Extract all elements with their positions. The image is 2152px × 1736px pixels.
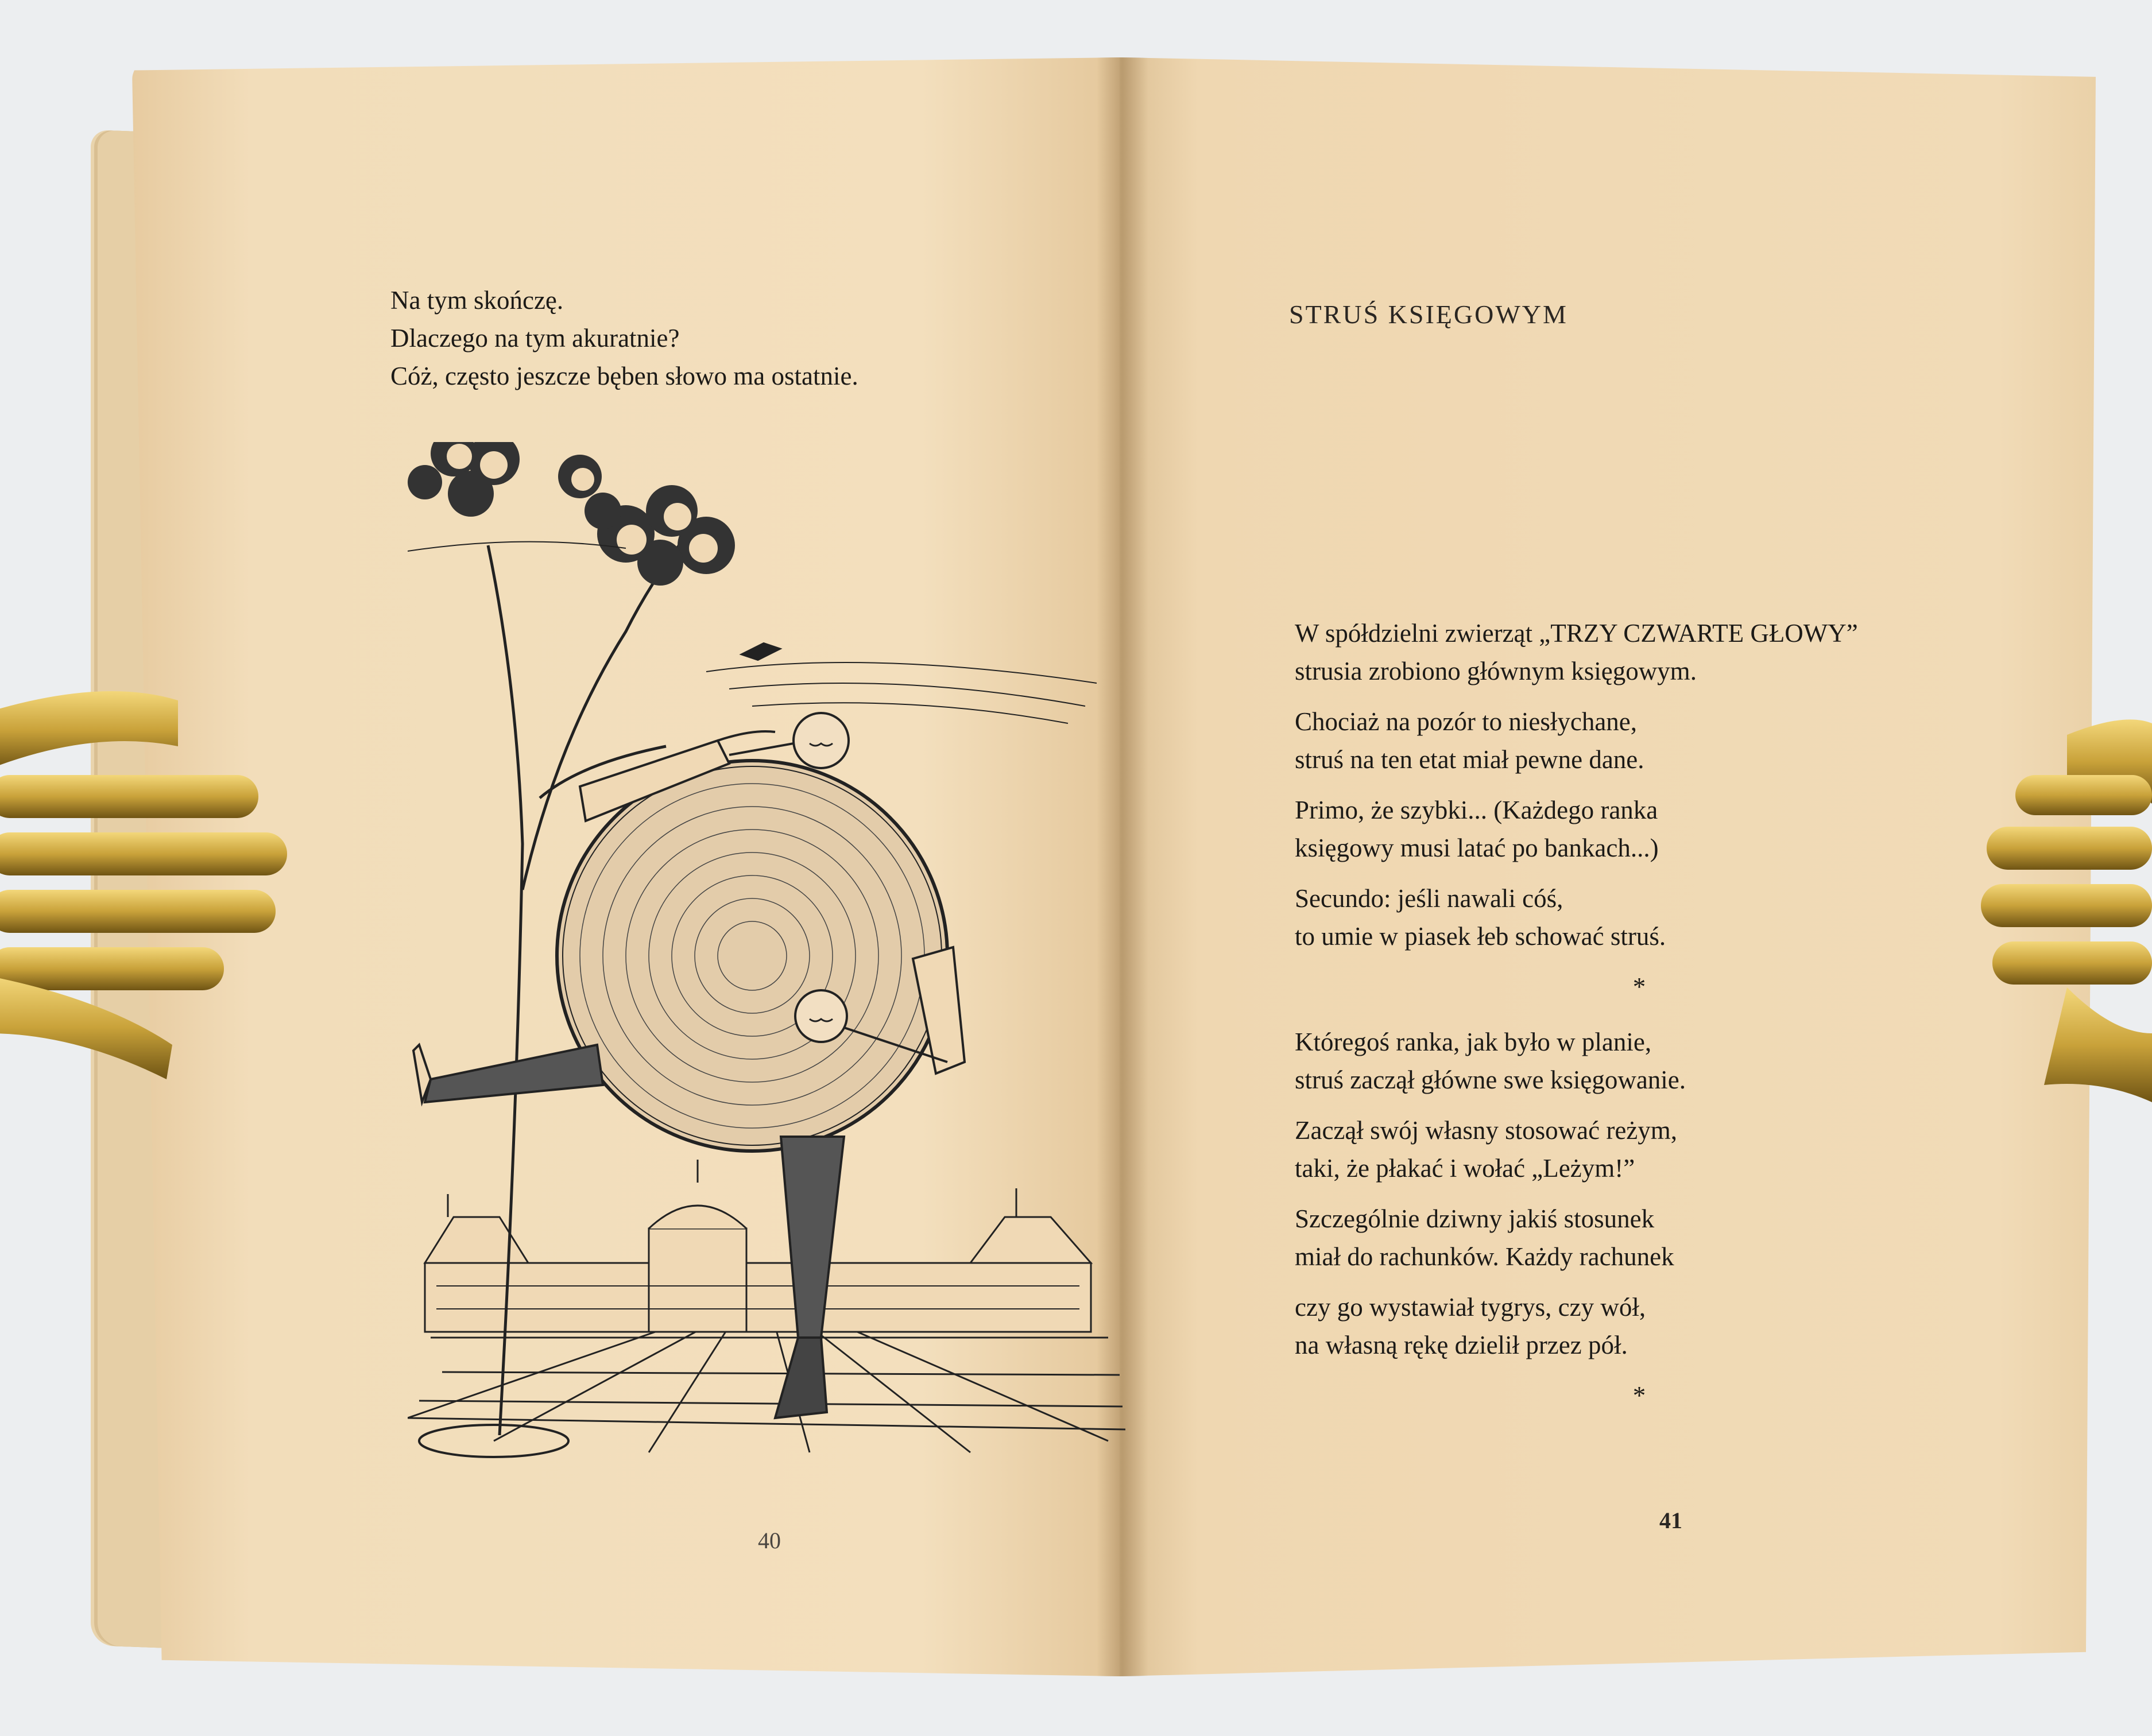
verse-line: na własną rękę dzielił przez pół. — [1295, 1331, 1628, 1359]
verse-line: Na tym skończę. — [390, 286, 564, 315]
verse-line: Secundo: jeśli nawali cóś, — [1295, 884, 1563, 913]
verse-line: struś zaczął główne swe księgowanie. — [1295, 1065, 1686, 1094]
tiled-ground — [408, 1326, 1125, 1452]
brass-hand-clip-right — [1952, 712, 2152, 1114]
verse-line: taki, że płakać i wołać „Leżym!” — [1295, 1154, 1635, 1183]
verse-line: Dlaczego na tym akuratnie? — [390, 324, 680, 352]
stanza — [1295, 614, 1984, 690]
stanza — [1295, 791, 1984, 867]
palace-building — [425, 1160, 1091, 1332]
stanza — [1295, 1111, 1984, 1187]
poem-title: STRUŚ KSIĘGOWYM — [1289, 300, 1568, 329]
left-page-verse — [390, 281, 858, 395]
stanza — [1295, 1200, 1984, 1276]
verse-line: strusia zrobiono głównym księgowym. — [1295, 657, 1697, 685]
stanza — [1295, 703, 1984, 778]
stanza — [1295, 1023, 1984, 1099]
brass-hand-clip-left — [0, 677, 310, 1079]
verse-line: Cóż, często jeszcze bęben słowo ma ostatnie. — [390, 362, 858, 390]
verse-line: to umie w piasek łeb schować struś. — [1295, 922, 1666, 951]
verse-line: księgowy musi latać po bankach...) — [1295, 834, 1659, 862]
verse-line: W spółdzielni zwierząt „TRZY CZWARTE GŁOWY” — [1295, 619, 1858, 648]
verse-line: Szczególnie dziwny jakiś stosunek — [1295, 1204, 1655, 1233]
stanza — [1295, 879, 1984, 955]
verse-line: czy go wystawiał tygrys, czy wół, — [1295, 1293, 1646, 1322]
verse-line: Zaczął swój własny stosować reżym, — [1295, 1116, 1678, 1145]
verse-line: struś na ten etat miał pewne dane. — [1295, 745, 1644, 774]
page-number-right: 41 — [1659, 1508, 1682, 1533]
section-separator: * — [1632, 1381, 1646, 1410]
drum-illustration — [408, 442, 1125, 1481]
page-number-left: 40 — [758, 1528, 781, 1553]
section-separator: * — [1632, 972, 1646, 1001]
drum — [557, 761, 947, 1151]
verse-line: miał do rachunków. Każdy rachunek — [1295, 1242, 1674, 1271]
bird — [741, 643, 781, 660]
verse-line: Chociaż na pozór to niesłychane, — [1295, 707, 1638, 736]
verse-line: Primo, że szybki... (Każdego ranka — [1295, 796, 1658, 824]
open-book — [98, 57, 2096, 1676]
verse-line: Któregoś ranka, jak było w planie, — [1295, 1028, 1652, 1056]
stanza — [1295, 1288, 1984, 1364]
poem-stanzas — [1295, 614, 1984, 1432]
